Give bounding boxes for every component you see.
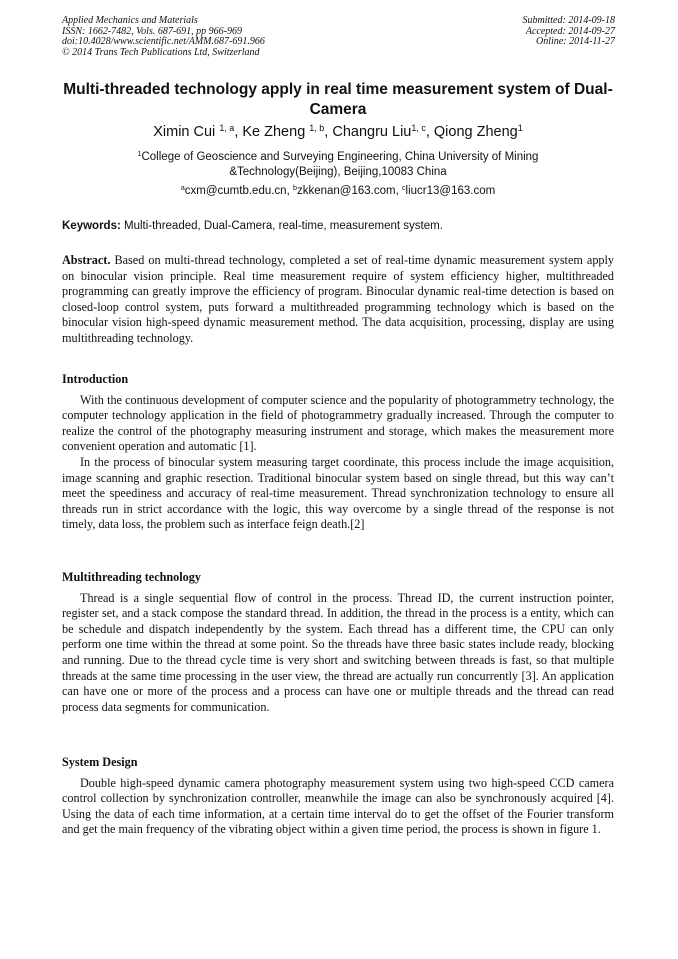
author-name: Qiong Zheng [433, 124, 518, 140]
online-date: Online: 2014-11-27 [536, 36, 615, 48]
affiliation-text: College of Geoscience and Surveying Engineering, China University of Mining &Technology(Beijing), Beijing,10083 China [141, 151, 539, 178]
author-name: Ke Zheng [242, 124, 306, 140]
section-system-design [62, 755, 614, 838]
section-multithreading [62, 570, 614, 715]
dates-header [523, 16, 616, 48]
accepted-date: Accepted: 2014-09-27 [525, 25, 615, 37]
submitted-date: Submitted: 2014-09-18 [522, 15, 615, 26]
abstract-label: Abstract. [62, 253, 111, 267]
author-name: Ximin Cui [153, 124, 216, 140]
email-address: cxm@cumtb.edu.cn [184, 185, 287, 197]
author-affiliation-mark: 1, b [309, 123, 325, 134]
author-affiliation-mark: 1 [517, 123, 523, 134]
paragraph: In the process of binocular system measuring target coordinate, this process include the image acquisition, image scanning and graphic resection. Traditional binocular system based on single thread, but this way can’t meet the speediness and accuracy of real-time measurement. Thread synchronization technology to ensure all threads run in strict accordance with the logic, this way overcome by a single thread of the response is not timely, data loss, the problem such as interface feign death.[2] [62, 454, 614, 532]
keywords-label: Keywords: [62, 220, 121, 232]
paragraph: With the continuous development of computer science and the popularity of photogrammetry technology, the computer technology application in the field of photogrammetry gradually increased. Through the computer to realize the control of the photography measuring instrument and storage, which makes the measurement more convenient operation and automatic [1]. [62, 392, 614, 454]
abstract [62, 253, 614, 347]
author-list: Ximin Cui $^{1, a}$, Ke Zheng $^{1, b}$, Changru Liu$^{1, c}$, Qiong Zheng$^1$ [153, 123, 523, 140]
affiliation [90, 150, 586, 180]
section-heading: Introduction [62, 372, 129, 386]
paragraph: Double high-speed dynamic camera photography measurement system using two high-speed CCD camera control collection by synchronization controller, meanwhile the image can also be synchronously acquired [4]. Using the data of each time information, at a certain time interval do to get the offset of the Fourier transform and get the main frequency of the vibrating object within a given time period, the process is shown in figure 1. [62, 775, 614, 837]
section-heading: System Design [62, 755, 138, 769]
email-mark: c [401, 184, 406, 193]
issn-line: ISSN: 1662-7482, Vols. 687-691, pp 966-969 [62, 25, 242, 37]
email-address: liucr13@163.com [405, 185, 496, 197]
section-heading: Multithreading technology [62, 570, 201, 584]
affiliation-mark: 1 [137, 150, 142, 159]
author-name: Changru Liu [332, 124, 412, 140]
paper-title: Multi-threaded technology apply in real time measurement system of Dual-Camera [63, 81, 613, 118]
journal-header [62, 16, 265, 58]
section-introduction [62, 372, 614, 533]
keywords [62, 219, 614, 234]
email-address: zkkenan@163.com [296, 185, 396, 197]
author-affiliation-mark: 1, a [219, 123, 235, 134]
abstract-text: Based on multi-thread technology, completed a set of real-time dynamic measurement system apply on binocular vision principle. Real time measurement require of system efficiency higher, multithreaded programming can greatly improve the efficiency of program. Binocular dynamic real-time detection is based on closed-loop control system, puts forward a multithreaded programming technology which is based on the binocular vision high-speed dynamic measurement method. The data acquisition, processing, display are using multithreading technology. [62, 253, 615, 345]
email-mark: a [180, 184, 185, 193]
copyright-line: © 2014 Trans Tech Publications Ltd, Switzerland [62, 46, 260, 58]
keywords-text: Multi-threaded, Dual-Camera, real-time, measurement system. [124, 220, 443, 232]
journal-name: Applied Mechanics and Materials [62, 15, 198, 26]
email-mark: b [292, 184, 297, 193]
paragraph: Thread is a single sequential flow of control in the process. Thread ID, the current instruction pointer, register set, and a stack compose the standard thread. In addition, the thread in the process is a entity, which can be schedule and dispatch independently by the system. Each thread has a different time, the CPU can only perform one time within the thread at some point. So the threads have three basic states include ready, blocking and running. Due to the thread cycle time is very short and switching between threads is fast, so that multiple threads at the same time processing in the user view, the thread are actually run concurrently [3]. An application can have one or more of the process and a process can have one or multiple threads and the thread can read process data segments for communication. [62, 590, 614, 714]
email-list: $^a$cxm@cumtb.edu.cn, $^b$zkkenan@163.com, $^c$liucr13@163.com [180, 184, 496, 197]
doi-line: doi:10.4028/www.scientific.net/AMM.687-691.966 [62, 36, 265, 48]
author-affiliation-mark: 1, c [411, 123, 426, 134]
